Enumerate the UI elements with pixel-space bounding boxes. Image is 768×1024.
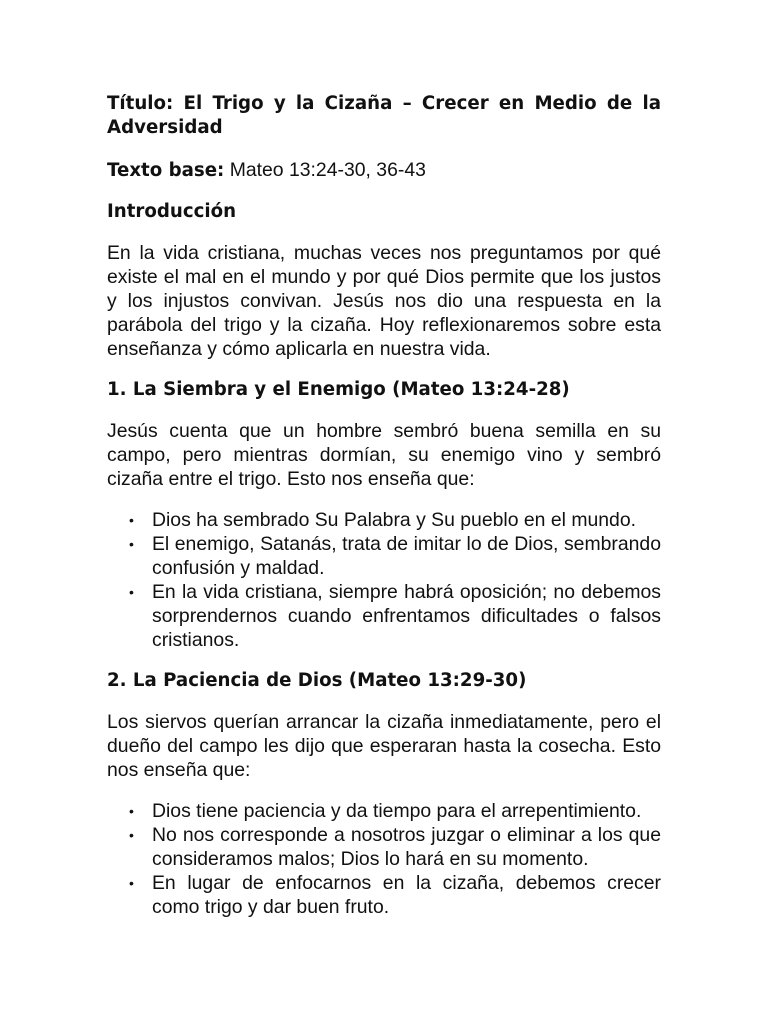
bullet-icon: •: [129, 827, 134, 843]
bullet-icon: •: [129, 584, 134, 600]
list-item: [107, 823, 661, 871]
list-item: [107, 508, 661, 532]
base-text-label: Texto base:: [107, 160, 225, 181]
bullet-icon: •: [129, 512, 134, 528]
list-item: [107, 580, 661, 652]
bullet-icon: •: [129, 803, 134, 819]
document-page: [107, 92, 661, 936]
list-item: [107, 799, 661, 823]
bullet-icon: •: [129, 536, 134, 552]
list-item: [107, 532, 661, 580]
list-item-text: En lugar de enfocarnos en la cizaña, debemos crecer como trigo y dar buen fruto.: [152, 872, 661, 918]
list-item: [107, 871, 661, 919]
bullet-list: [107, 508, 661, 652]
list-item-text: El enemigo, Satanás, trata de imitar lo de Dios, sembrando confusión y maldad.: [152, 533, 661, 579]
section-heading: 2. La Paciencia de Dios (Mateo 13:29-30): [107, 670, 527, 691]
section-heading: 1. La Siembra y el Enemigo (Mateo 13:24-28): [107, 379, 570, 400]
document-title: Título: El Trigo y la Cizaña – Crecer en Medio de la Adversidad: [107, 93, 661, 138]
list-item-text: Dios tiene paciencia y da tiempo para el arrepentimiento.: [152, 800, 642, 822]
list-item-text: No nos corresponde a nosotros juzgar o eliminar a los que consideramos malos; Dios lo hará en su momento.: [152, 824, 661, 870]
base-text-value: Mateo 13:24-30, 36-43: [224, 159, 426, 181]
bullet-list: [107, 799, 661, 919]
list-item-text: Dios ha sembrado Su Palabra y Su pueblo en el mundo.: [152, 509, 636, 531]
section-paragraph: Jesús cuenta que un hombre sembró buena semilla en su campo, pero mientras dormían, su enemigo vino y sembró cizaña entre el trigo. Esto nos enseña que:: [107, 420, 661, 490]
list-item-text: En la vida cristiana, siempre habrá oposición; no debemos sorprendernos cuando enfrentamos dificultades o falsos cristianos.: [152, 581, 661, 651]
bullet-icon: •: [129, 875, 134, 891]
base-text-line: [107, 158, 661, 183]
intro-paragraph: En la vida cristiana, muchas veces nos preguntamos por qué existe el mal en el mundo y por qué Dios permite que los justos y los injustos convivan. Jesús nos dio una respuesta en la parábola del trigo y la cizaña. Hoy reflexionaremos sobre esta enseñanza y cómo aplicarla en nuestra vida.: [107, 242, 661, 360]
section-paragraph: Los siervos querían arrancar la cizaña inmediatamente, pero el dueño del campo les dijo que esperaran hasta la cosecha. Esto nos enseña que:: [107, 711, 661, 781]
intro-heading: Introducción: [107, 201, 237, 222]
